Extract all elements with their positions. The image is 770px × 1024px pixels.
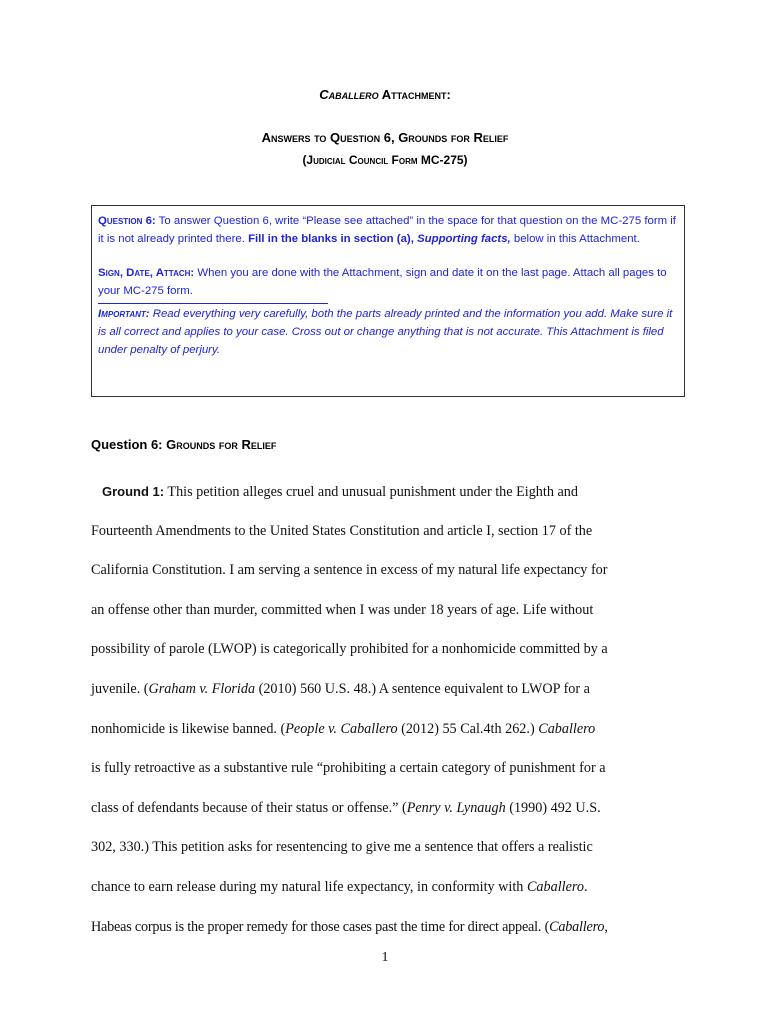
text-line: California Constitution. I am serving a sentence in excess of my natural life expectancy for <box>91 562 608 579</box>
section-heading: Question 6: Grounds for Relief <box>91 437 277 452</box>
ground-1-text <box>91 472 683 947</box>
text-line: possibility of parole (LWOP) is categorically prohibited for a nonhomicide committed by a <box>91 641 608 658</box>
text-line: Fourteenth Amendments to the United States Constitution and article I, section 17 of the <box>91 522 593 539</box>
text-line: nonhomicide is likewise banned. (People v. Caballero (2012) 55 Cal.4th 262.) Caballero <box>91 720 596 737</box>
text-line: chance to earn release during my natural life expectancy, in conformity with Caballero. <box>91 878 588 895</box>
text-line: class of defendants because of their status or offense.” (Penry v. Lynaugh (1990) 492 U.S. <box>91 799 601 816</box>
text-line: an offense other than murder, committed when I was under 18 years of age. Life without <box>91 601 594 618</box>
ground-label: Ground 1: <box>102 484 165 499</box>
instructions-box <box>91 205 685 397</box>
case-citation: Penry v. Lynaugh <box>406 799 506 816</box>
case-citation: Graham v. Florida <box>148 680 256 697</box>
page-number: 1 <box>381 950 389 965</box>
text-line: juvenile. (Graham v. Florida (2010) 560 U.S. 48.) A sentence equivalent to LWOP for a <box>91 680 590 697</box>
text-line: is fully retroactive as a substantive rule “prohibiting a certain category of punishment for a <box>91 760 606 777</box>
document-subtitle: Answers to Question 6, Grounds for Relief <box>261 130 509 145</box>
text-line: Ground 1: This petition alleges cruel and unusual punishment under the Eighth and <box>102 484 578 500</box>
text-line: 302, 330.) This petition asks for resentencing to give me a sentence that offers a realistic <box>91 839 593 856</box>
sign-date-attach-instruction: Sign, Date, Attach: When you are done with the Attachment, sign and date it on the last page. Attach all pages to your MC-275 form. <box>98 267 667 297</box>
case-citation: Caballero <box>549 918 605 935</box>
document-title: Caballero Attachment: <box>319 87 451 102</box>
important-notice: Important: Read everything very carefully, both the parts already printed and the information you add. Make sure it is all correct and applies to your case. Cross out or change anything that is not accurate. This Attachment is filed under penalty of perjury. <box>98 308 673 356</box>
case-citation: Caballero <box>538 720 596 737</box>
form-reference: (Judicial Council Form MC-275) <box>302 153 468 167</box>
divider <box>98 303 328 304</box>
case-citation: Caballero <box>526 878 584 895</box>
text-line: Habeas corpus is the proper remedy for those cases past the time for direct appeal. (Caballero, <box>91 918 608 935</box>
case-citation: People v. Caballero <box>285 720 398 737</box>
question6-instruction: Question 6: To answer Question 6, write “Please see attached” in the space for that question on the MC-275 form if it is not already printed there. Fill in the blanks in section (a), Supporting facts, below in this Attachment. <box>98 215 676 245</box>
